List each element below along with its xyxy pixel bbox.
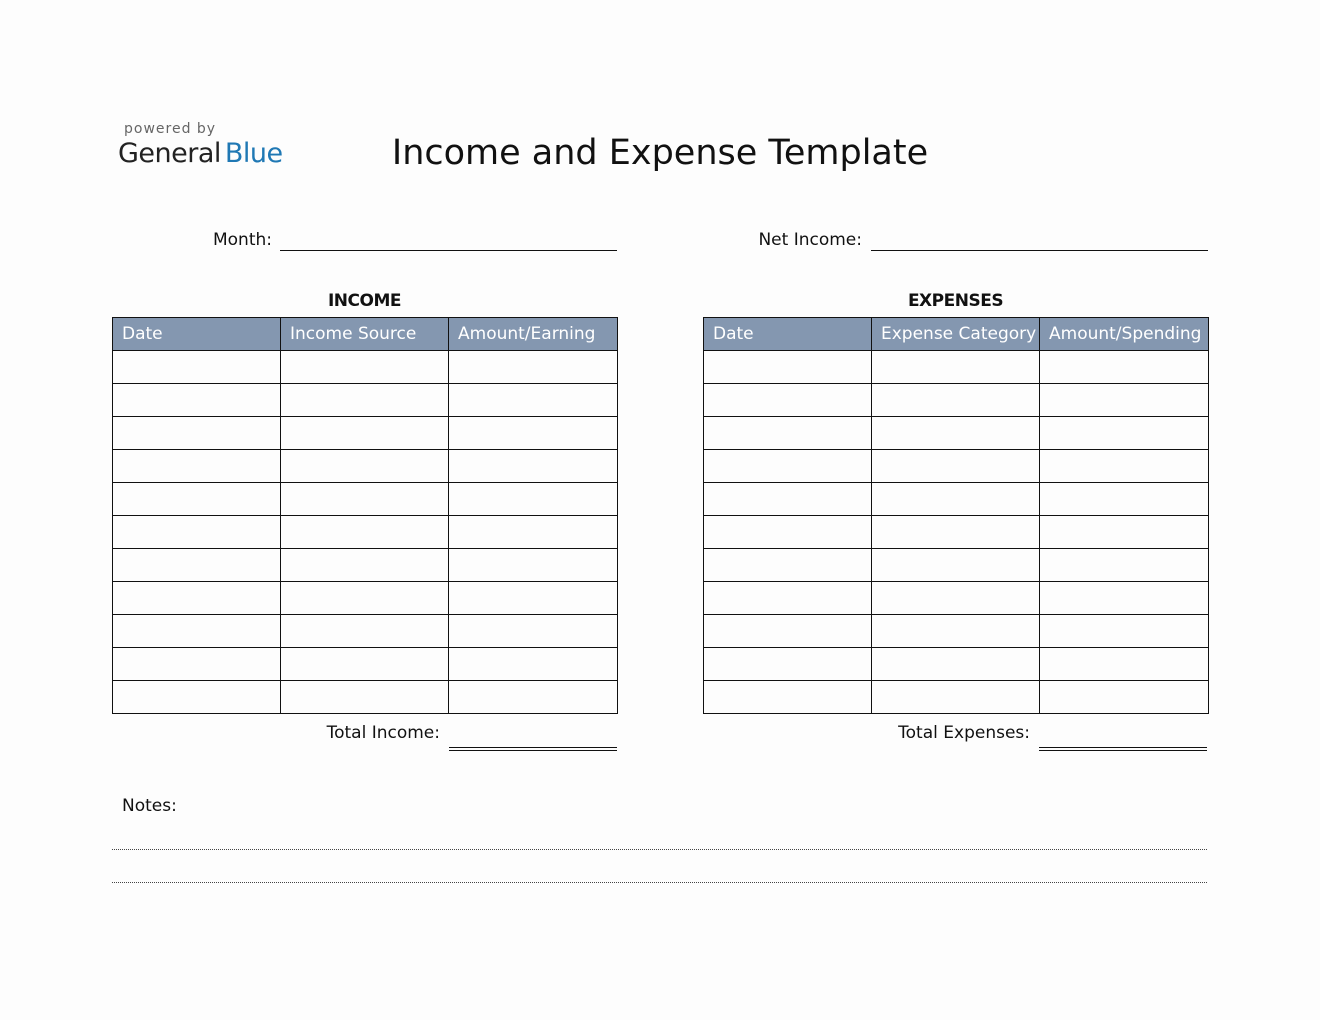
expenses-cell-date[interactable] <box>704 450 872 483</box>
income-cell-source[interactable] <box>281 615 449 648</box>
income-row <box>113 516 618 549</box>
expenses-cell-source[interactable] <box>872 615 1040 648</box>
expenses-cell-source[interactable] <box>872 549 1040 582</box>
income-cell-amount[interactable] <box>449 681 618 714</box>
expenses-row <box>704 450 1209 483</box>
total-income-field[interactable] <box>449 747 617 751</box>
income-cell-source[interactable] <box>281 417 449 450</box>
total-expenses-label: Total Expenses: <box>898 723 1030 743</box>
month-label: Month: <box>212 230 272 250</box>
expenses-cell-amount[interactable] <box>1040 417 1209 450</box>
expenses-cell-date[interactable] <box>704 351 872 384</box>
expenses-cell-date[interactable] <box>704 483 872 516</box>
income-cell-date[interactable] <box>113 450 281 483</box>
notes-label: Notes: <box>122 796 177 816</box>
income-cell-amount[interactable] <box>449 351 618 384</box>
notes-line[interactable] <box>112 882 1207 883</box>
expenses-cell-date[interactable] <box>704 615 872 648</box>
expenses-cell-date[interactable] <box>704 681 872 714</box>
income-cell-source[interactable] <box>281 681 449 714</box>
income-cell-date[interactable] <box>113 615 281 648</box>
income-row <box>113 615 618 648</box>
income-cell-source[interactable] <box>281 483 449 516</box>
income-table <box>112 317 618 714</box>
income-row <box>113 450 618 483</box>
income-cell-source[interactable] <box>281 648 449 681</box>
expenses-row <box>704 417 1209 450</box>
expenses-cell-amount[interactable] <box>1040 582 1209 615</box>
expenses-cell-date[interactable] <box>704 582 872 615</box>
expenses-row <box>704 681 1209 714</box>
income-cell-source[interactable] <box>281 582 449 615</box>
expenses-cell-amount[interactable] <box>1040 549 1209 582</box>
expenses-cell-source[interactable] <box>872 483 1040 516</box>
income-cell-date[interactable] <box>113 384 281 417</box>
expenses-cell-amount[interactable] <box>1040 384 1209 417</box>
income-cell-source[interactable] <box>281 516 449 549</box>
income-cell-amount[interactable] <box>449 417 618 450</box>
expenses-col-date: Date <box>704 318 872 351</box>
expenses-cell-amount[interactable] <box>1040 615 1209 648</box>
expenses-table <box>703 317 1209 714</box>
income-section-title: INCOME <box>327 291 401 311</box>
expenses-cell-amount[interactable] <box>1040 483 1209 516</box>
expenses-cell-amount[interactable] <box>1040 450 1209 483</box>
income-cell-date[interactable] <box>113 549 281 582</box>
income-cell-source[interactable] <box>281 450 449 483</box>
income-cell-amount[interactable] <box>449 582 618 615</box>
income-row <box>113 417 618 450</box>
expenses-header-row <box>704 318 1209 351</box>
expenses-cell-date[interactable] <box>704 648 872 681</box>
income-col-source: Income Source <box>281 318 449 351</box>
income-cell-amount[interactable] <box>449 615 618 648</box>
income-cell-amount[interactable] <box>449 516 618 549</box>
expenses-cell-amount[interactable] <box>1040 516 1209 549</box>
net-income-field[interactable] <box>871 250 1208 251</box>
expenses-cell-source[interactable] <box>872 417 1040 450</box>
income-cell-source[interactable] <box>281 351 449 384</box>
income-cell-date[interactable] <box>113 516 281 549</box>
expenses-row <box>704 384 1209 417</box>
income-header-row <box>113 318 618 351</box>
income-cell-amount[interactable] <box>449 648 618 681</box>
income-cell-source[interactable] <box>281 384 449 417</box>
income-cell-date[interactable] <box>113 417 281 450</box>
income-row <box>113 483 618 516</box>
expenses-cell-source[interactable] <box>872 351 1040 384</box>
income-row <box>113 351 618 384</box>
total-income-label: Total Income: <box>326 723 440 743</box>
income-cell-date[interactable] <box>113 681 281 714</box>
total-expenses-field[interactable] <box>1039 747 1207 751</box>
income-cell-date[interactable] <box>113 351 281 384</box>
income-cell-date[interactable] <box>113 483 281 516</box>
expenses-cell-amount[interactable] <box>1040 681 1209 714</box>
expenses-cell-source[interactable] <box>872 384 1040 417</box>
month-field[interactable] <box>280 250 617 251</box>
page-title: Income and Expense Template <box>391 133 929 173</box>
income-col-date: Date <box>113 318 281 351</box>
income-cell-date[interactable] <box>113 582 281 615</box>
expenses-row <box>704 516 1209 549</box>
expenses-cell-date[interactable] <box>704 417 872 450</box>
expenses-cell-source[interactable] <box>872 450 1040 483</box>
expenses-row <box>704 351 1209 384</box>
brand-first: General <box>118 138 221 169</box>
income-col-amount: Amount/Earning <box>449 318 618 351</box>
expenses-section-title: EXPENSES <box>907 291 1004 311</box>
expenses-cell-date[interactable] <box>704 516 872 549</box>
expenses-row <box>704 483 1209 516</box>
expenses-cell-amount[interactable] <box>1040 648 1209 681</box>
income-row <box>113 681 618 714</box>
income-row <box>113 384 618 417</box>
income-row <box>113 582 618 615</box>
notes-line[interactable] <box>112 849 1207 850</box>
income-cell-amount[interactable] <box>449 549 618 582</box>
expenses-cell-date[interactable] <box>704 384 872 417</box>
expenses-row <box>704 582 1209 615</box>
expenses-row <box>704 615 1209 648</box>
expenses-cell-source[interactable] <box>872 681 1040 714</box>
expenses-row <box>704 549 1209 582</box>
expenses-cell-source[interactable] <box>872 648 1040 681</box>
income-cell-amount[interactable] <box>449 483 618 516</box>
income-row <box>113 549 618 582</box>
income-cell-amount[interactable] <box>449 450 618 483</box>
powered-by-text: powered by <box>124 121 217 137</box>
expenses-body <box>704 351 1209 714</box>
expenses-cell-source[interactable] <box>872 516 1040 549</box>
brand-second: Blue <box>224 138 283 169</box>
expenses-col-category: Expense Category <box>872 318 1040 351</box>
expenses-cell-source[interactable] <box>872 582 1040 615</box>
income-cell-date[interactable] <box>113 648 281 681</box>
income-row <box>113 648 618 681</box>
income-cell-source[interactable] <box>281 549 449 582</box>
expenses-cell-date[interactable] <box>704 549 872 582</box>
expenses-col-amount: Amount/Spending <box>1040 318 1209 351</box>
expenses-cell-amount[interactable] <box>1040 351 1209 384</box>
income-cell-amount[interactable] <box>449 384 618 417</box>
income-body <box>113 351 618 714</box>
expenses-row <box>704 648 1209 681</box>
net-income-label: Net Income: <box>758 230 862 250</box>
